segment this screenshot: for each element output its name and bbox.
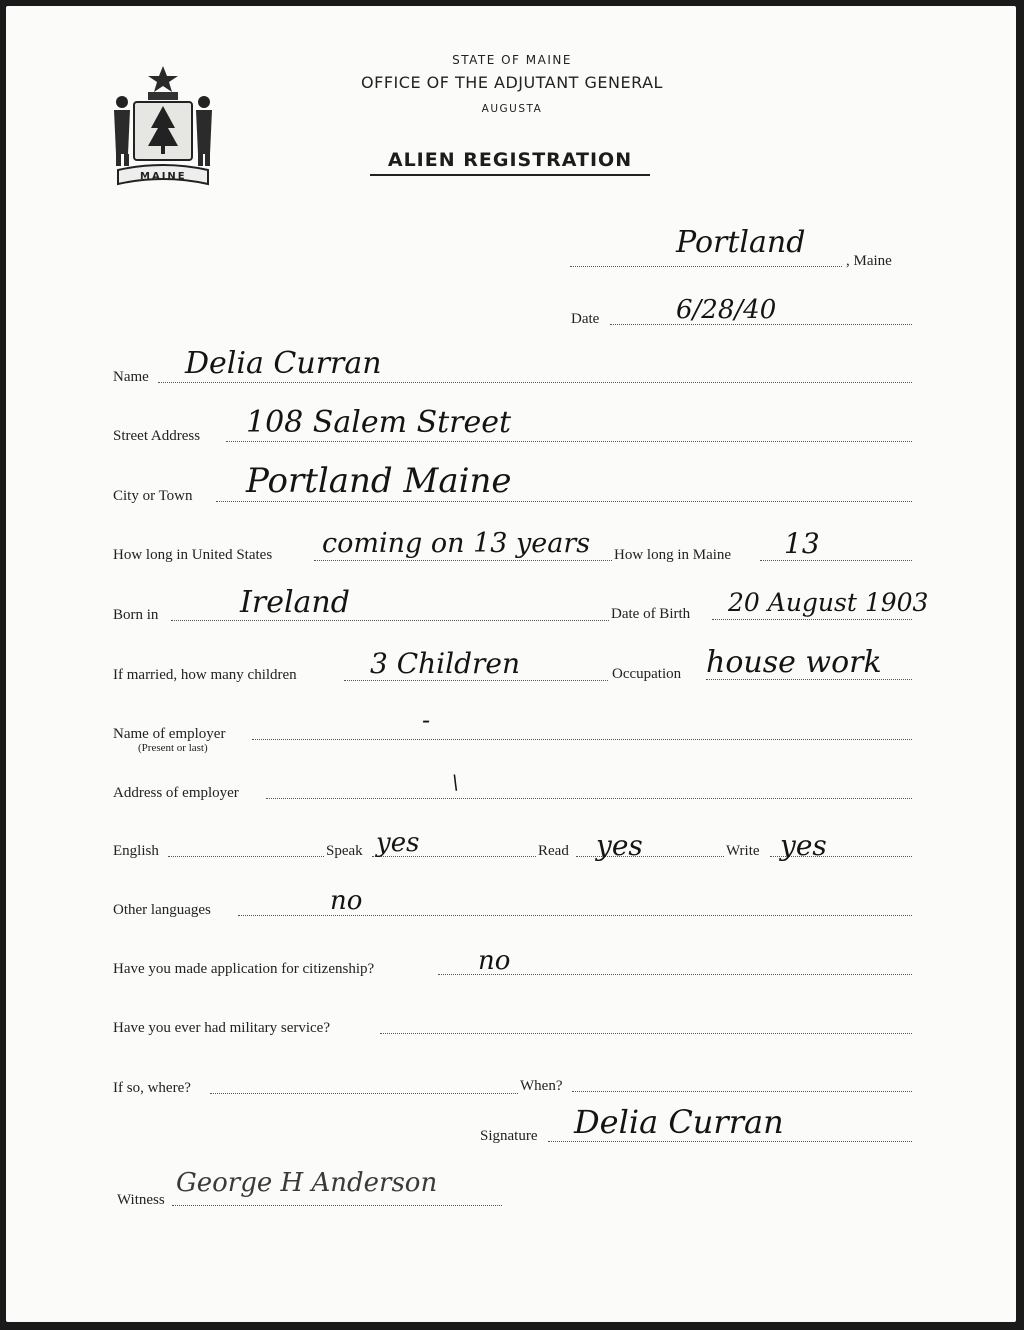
when-line (572, 1091, 912, 1092)
seal-banner-text: MAINE (140, 171, 187, 182)
street-value[interactable]: 108 Salem Street (246, 405, 512, 440)
occupation-value[interactable]: house work (706, 645, 882, 680)
english-label: English (113, 843, 159, 859)
children-label: If married, how many children (113, 667, 297, 683)
us-duration-value[interactable]: coming on 13 years (322, 528, 591, 559)
employer-address-value[interactable]: \ (452, 770, 459, 794)
speak-value[interactable]: yes (376, 828, 420, 858)
other-languages-label: Other languages (113, 902, 211, 918)
city-value[interactable]: Portland Maine (246, 461, 512, 501)
employer-line (252, 739, 912, 740)
when-label: When? (520, 1078, 563, 1094)
where-label: If so, where? (113, 1080, 191, 1096)
maine-duration-line (760, 560, 912, 561)
citizenship-value[interactable]: no (478, 946, 511, 976)
read-label: Read (538, 843, 569, 859)
witness-label: Witness (117, 1192, 165, 1208)
name-value[interactable]: Delia Curran (185, 346, 382, 381)
name-label: Name (113, 369, 149, 385)
signature-value[interactable]: Delia Curran (574, 1103, 784, 1141)
employer-sublabel: (Present or last) (138, 742, 208, 754)
us-duration-line (314, 560, 612, 561)
place-value[interactable]: Portland (676, 225, 806, 260)
place-line (570, 266, 842, 267)
citizenship-label: Have you made application for citizenship? (113, 961, 375, 977)
signature-line (548, 1141, 912, 1142)
witness-value[interactable]: George H Anderson (176, 1168, 438, 1198)
write-label: Write (726, 843, 760, 859)
page-title: ALIEN REGISTRATION (370, 149, 650, 176)
name-line (158, 382, 912, 383)
header-city: AUGUSTA (481, 103, 543, 115)
born-in-label: Born in (113, 607, 159, 623)
children-line (344, 680, 608, 681)
city-label: City or Town (113, 488, 193, 504)
dob-label: Date of Birth (611, 606, 691, 622)
children-value[interactable]: 3 Children (370, 647, 520, 680)
military-line (380, 1033, 912, 1034)
occupation-label: Occupation (612, 666, 682, 682)
other-languages-value[interactable]: no (330, 886, 363, 916)
employer-value[interactable]: - (422, 706, 431, 734)
date-value[interactable]: 6/28/40 (676, 295, 777, 325)
us-duration-label: How long in United States (113, 547, 273, 563)
military-label: Have you ever had military service? (113, 1020, 330, 1036)
city-line (216, 501, 912, 502)
dob-value[interactable]: 20 August 1903 (728, 588, 929, 617)
where-line (210, 1093, 518, 1094)
witness-line (172, 1205, 502, 1206)
date-label: Date (571, 311, 600, 327)
maine-duration-label: How long in Maine (614, 547, 732, 563)
born-in-line (171, 620, 609, 621)
maine-duration-value[interactable]: 13 (784, 527, 820, 560)
place-suffix: , Maine (846, 253, 892, 269)
born-in-value[interactable]: Ireland (240, 585, 350, 620)
dob-line (712, 619, 912, 620)
street-line (226, 441, 912, 442)
street-label: Street Address (113, 428, 201, 444)
header-office: OFFICE OF THE ADJUTANT GENERAL (361, 73, 663, 92)
employer-address-line (266, 798, 912, 799)
english-line (168, 856, 324, 857)
employer-label: Name of employer (113, 726, 226, 742)
write-value[interactable]: yes (780, 829, 827, 862)
signature-label: Signature (480, 1128, 538, 1144)
speak-label: Speak (326, 843, 363, 859)
header-state: STATE OF MAINE (452, 53, 572, 67)
employer-address-label: Address of employer (113, 785, 239, 801)
read-value[interactable]: yes (596, 829, 643, 862)
